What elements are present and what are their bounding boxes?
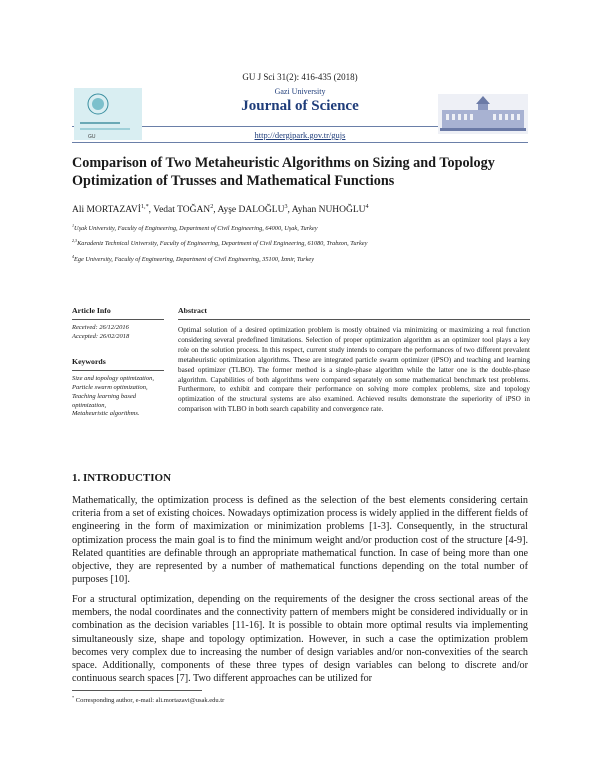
affiliation: [72, 254, 314, 263]
body-paragraph: Mathematically, the optimization process is defined as the selection of the best elements considering certain criteria from a set of existing choices. Nowadays optimization process is widely applied in the different fields of engineering in the form of maximization or minimization problems [1-3]. Consequently, in the structural optimization process the main goal is to find the minimum weight and/or production cost of the structure [4-9]. Related quantities are definable through an appropriate mathematical function. In case of being more than one objective, they are represented by a number of mathematical functions depending on the total number of purposes [10].: [72, 495, 528, 586]
divider: [178, 319, 530, 320]
author-name: Ali MORTAZAVİ: [72, 205, 141, 216]
affiliation-text: Karadeniz Technical University, Faculty of Engineering, Department of Civil Engineering, 61080, Trabzon, Turkey: [77, 240, 368, 248]
header-divider-bottom: [72, 142, 528, 143]
author-name: Ayhan NUHOĞLU: [291, 205, 366, 216]
divider: [72, 370, 164, 371]
keyword-item: Teaching learning based optimization,: [72, 392, 137, 409]
abstract-section: [178, 306, 530, 415]
footnote-marker: *: [72, 695, 75, 700]
svg-text:GU: GU: [88, 134, 96, 140]
received-date: Received: 26/12/2016: [72, 324, 129, 331]
journal-url-link[interactable]: http://dergipark.gov.tr/gujs: [254, 130, 346, 140]
paper-title: Comparison of Two Metaheuristic Algorithms on Sizing and Topology Optimization of Trusses and Mathematical Functions: [72, 155, 495, 189]
journal-title: Journal of Science: [241, 98, 359, 114]
divider: [72, 319, 164, 320]
university-building-logo: [438, 94, 528, 134]
abstract-text: Optimal solution of a desired optimization problem is mostly obtained via minimizing or maximizing a real function considering several predefined limitations. Selection of proper optimization algorithm as an optimizer tool plays a key role on the solution process. In this respect, current study intends to compare the performances of two different prevalent metaheuristic optimization algorithms. These are integrated particle swarm optimizer (iPSO) and teaching and learning based optimizer (TLBO). The former method is a single-phase algorithm while the latter one is the double-phase algorithm. Capabilities of both algorithms were compared separately on some mathematical benchmark test problems. Furthermore, to exhibit and compare their performance on solving more complex problems, size and topology optimization of the structural systems are also examined. Achieved results demonstrate the superiority of iPSO in comparison with TLBO in both search capability and convergence rate.: [178, 326, 530, 414]
keyword-item: Particle swarm optimization,: [72, 384, 148, 392]
affiliation-superscript: 2,3: [72, 238, 78, 243]
body-paragraph: For a structural optimization, depending on the requirements of the designer the cross sectional areas of the members, the nodal coordinates and the connectivity pattern of members might be considered individually or in combination as the decision variables [11-16]. It is possible to obtain more optimal results via implementing simultaneously size, shape and topology optimization. However, in such a case the optimization problem becomes very complex due to increasing the number of design variables and/or non-convexities of the search space. Additionally, components of these three types of design variables can belong to discrete and/or continuous search spaces [7]. Two different approaches can be utilized for: [72, 594, 528, 685]
affiliation-text: Ege University, Faculty of Engineering, Department of Civil Engineering, 35100, İzmir, Turkey: [74, 256, 314, 264]
footnote-divider: [72, 690, 202, 691]
author-superscript: 3: [284, 204, 288, 210]
abstract-heading: Abstract: [178, 306, 208, 315]
affiliation-text: Uşak University, Faculty of Engineering, Department of Civil Engineering, 64000, Uşak, Turkey: [74, 225, 318, 233]
affiliation: [72, 223, 318, 232]
author-superscript: 2: [210, 204, 214, 210]
gazi-university-logo: [74, 88, 142, 140]
article-info-column: [72, 306, 164, 419]
author-superscript: 4: [365, 204, 369, 210]
footnote-text: Corresponding author, e-mail: ali.mortazavi@usak.edu.tr: [75, 697, 225, 705]
footnote: [72, 695, 224, 704]
author-superscript: 1,*: [140, 204, 149, 210]
author-list: Ali $MORTAZAVİ^{1,*}$, Vedat TOĞAN$^2$, Ayşe DALOĞLU$^3$, Ayhan NUHOĞLU$^4$: [72, 204, 369, 216]
keyword-item: Metaheuristic algorithms.: [72, 410, 140, 418]
affiliation: [72, 238, 367, 247]
author-name: Ayşe DALOĞLU: [217, 205, 285, 216]
accepted-date: Accepted: 26/02/2018: [72, 332, 130, 340]
journal-reference: GU J Sci 31(2): 416-435 (2018): [242, 72, 358, 82]
affiliation-superscript: 1: [72, 223, 75, 228]
university-name: Gazi University: [274, 87, 326, 96]
article-info-heading: Article Info: [72, 306, 111, 315]
keywords-heading: Keywords: [72, 357, 106, 367]
keyword-item: Size and topology optimization,: [72, 375, 154, 383]
introduction-heading: 1. INTRODUCTION: [72, 472, 172, 484]
affiliation-superscript: 4: [72, 254, 75, 259]
author-name: Vedat TOĞAN: [153, 205, 211, 216]
